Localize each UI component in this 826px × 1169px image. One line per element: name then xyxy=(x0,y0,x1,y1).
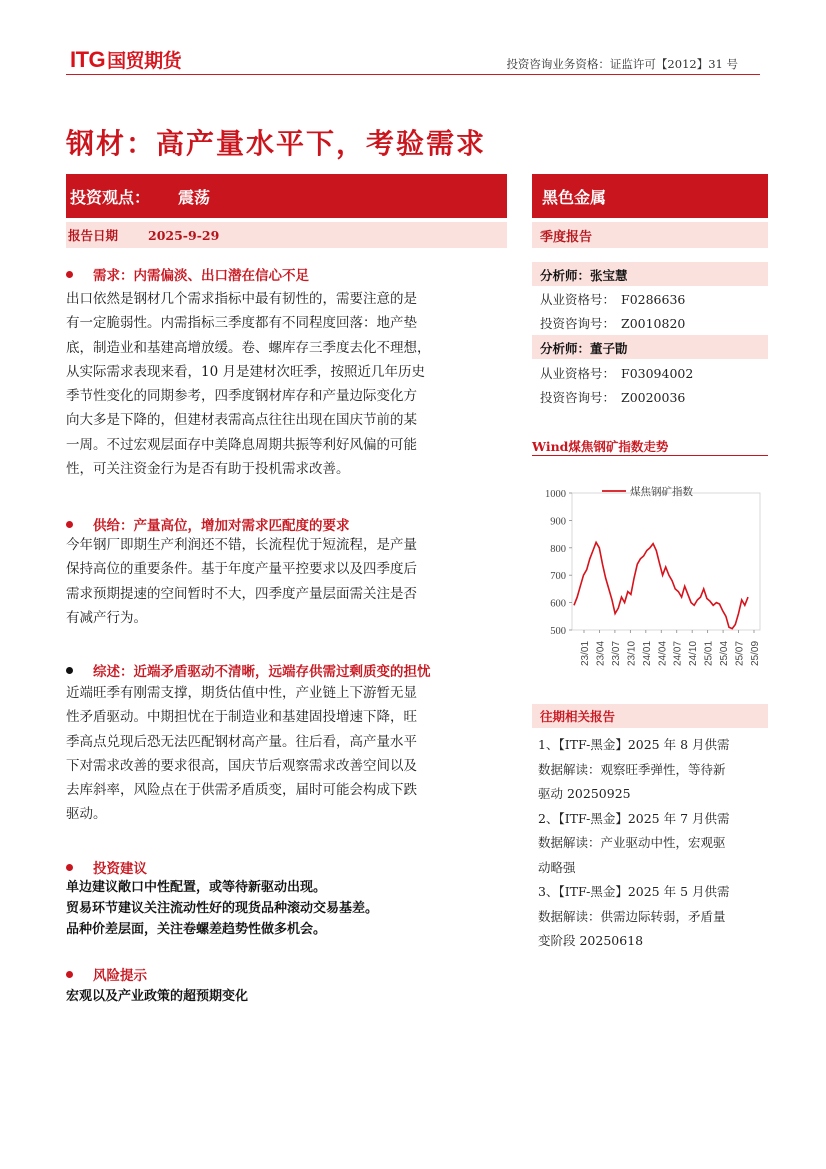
x-tick-label: 24/07 xyxy=(672,640,684,666)
x-tick-label: 25/04 xyxy=(719,640,731,666)
chart-frame xyxy=(572,493,760,630)
text-line: 一周。不过宏观层面存中美降息周期共振等利好风偏的可能 xyxy=(66,436,417,453)
logo-cn: 国贸期货 xyxy=(107,51,182,72)
x-tick-label: 23/10 xyxy=(626,640,638,666)
consult-label: 投资咨询号： xyxy=(540,316,616,331)
related-line: 3、【ITF-黑金】2025 年 5 月供需 xyxy=(538,884,730,899)
view-label: 投资观点： xyxy=(70,187,151,207)
advice-line: 贸易环节建议关注流动性好的现货品种滚动交易基差。 xyxy=(66,901,379,916)
sector-label: 黑色金属 xyxy=(542,187,607,207)
logo-en: ITG xyxy=(70,47,106,72)
section-demand-heading xyxy=(66,264,309,284)
y-tick-label: 500 xyxy=(550,626,566,637)
x-tick-label: 24/10 xyxy=(688,640,700,666)
y-tick-label: 700 xyxy=(550,571,566,583)
report-date-bar xyxy=(66,222,507,248)
text-line: 去库斜率，风险点在于供需矛盾质变，届时可能会构成下跌 xyxy=(66,782,417,799)
index-chart xyxy=(532,475,768,675)
section-demand-body xyxy=(66,287,506,481)
related-line: 数据解读：产业驱动中性，宏观驱 xyxy=(538,835,726,850)
related-line: 变阶段 20250618 xyxy=(538,933,644,948)
text-line: 有一定脆弱性。内需指标三季度都有不同程度回落：地产垫 xyxy=(66,315,417,332)
report-type-label: 季度报告 xyxy=(540,229,593,245)
y-tick-label: 800 xyxy=(550,543,566,555)
text-line: 向大多是下降的，但建材表需高点往往出现在国庆节前的某 xyxy=(66,412,417,429)
view-value: 震荡 xyxy=(178,187,211,207)
legend-label: 煤焦钢矿指数 xyxy=(630,486,693,498)
company-logo xyxy=(70,46,181,73)
y-tick-label: 900 xyxy=(550,516,566,528)
advice-line: 单边建议敞口中性配置，或等待新驱动出现。 xyxy=(66,880,327,895)
text-line: 保持高位的重要条件。基于年度产量平控要求以及四季度后 xyxy=(66,561,417,578)
series-line xyxy=(574,542,748,628)
bullet-icon xyxy=(66,971,73,978)
header-divider xyxy=(66,74,760,75)
related-line: 数据解读：观察旺季弹性，等待新 xyxy=(538,761,726,777)
bullet-icon xyxy=(66,271,73,278)
qual-value: F0286636 xyxy=(621,292,686,307)
x-tick-label: 25/07 xyxy=(734,640,746,666)
y-tick-label: 1000 xyxy=(545,489,566,500)
analyst-2-title: 分析师：董子勖 xyxy=(540,341,628,356)
related-line: 2、【ITF-黑金】2025 年 7 月供需 xyxy=(538,810,730,826)
related-line: 动略强 xyxy=(538,859,576,875)
analyst-2-consult xyxy=(540,388,685,406)
report-date-value: 2025-9-29 xyxy=(148,227,220,243)
text-line: 从实际需求表现来看，10 月是建材次旺季，按照近几年历史 xyxy=(66,363,425,380)
section-heading-text: 供给：产量高位，增加对需求匹配度的要求 xyxy=(93,518,350,534)
section-heading-text: 需求：内需偏淡、出口潜在信心不足 xyxy=(93,268,309,284)
chart-title: Wind煤焦钢矿指数走势 xyxy=(532,439,669,454)
text-line: 出口依然是钢材几个需求指标中最有韧性的，需要注意的是 xyxy=(66,291,417,307)
advice-heading xyxy=(66,857,147,877)
text-line: 下对需求改善的要求很高，国庆节后观察需求改善空间以及 xyxy=(66,757,417,774)
text-line: 性，可关注资金行为是否有助于投机需求改善。 xyxy=(66,461,350,478)
risk-heading-text: 风险提示 xyxy=(93,968,147,984)
related-list xyxy=(538,733,774,954)
section-summary-body xyxy=(66,681,506,827)
chart-svg xyxy=(532,475,768,675)
section-heading-text: 综述：近端矛盾驱动不清晰，远端存供需过剩质变的担忧 xyxy=(93,664,431,680)
text-line: 季高点兑现后恐无法匹配钢材高产量。往后看，高产量水平 xyxy=(66,733,417,750)
x-tick-label: 25/01 xyxy=(703,640,715,666)
risk-line: 宏观以及产业政策的超预期变化 xyxy=(66,989,249,1004)
related-item[interactable] xyxy=(538,807,774,881)
report-type-bar xyxy=(532,222,768,248)
view-bar xyxy=(66,174,507,218)
analyst-1-consult xyxy=(540,314,685,332)
x-tick-label: 23/07 xyxy=(610,640,622,666)
sector-bar xyxy=(532,174,768,218)
related-item[interactable] xyxy=(538,733,774,807)
text-line: 需求预期提速的空间暂时不大，四季度产量层面需关注是否 xyxy=(66,585,417,602)
bullet-icon xyxy=(66,864,73,871)
x-tick-label: 23/04 xyxy=(595,640,607,666)
text-line: 季节性变化的同期参考，四季度钢材库存和产量边际变化方 xyxy=(66,388,417,405)
consult-label: 投资咨询号： xyxy=(540,390,616,405)
license-text: 投资咨询业务资格：证监许可【2012】31 号 xyxy=(506,57,738,71)
bullet-icon xyxy=(66,521,73,528)
section-supply-body xyxy=(66,533,506,630)
related-line: 数据解读：供需边际转弱，矛盾量 xyxy=(538,908,726,924)
qual-label: 从业资格号： xyxy=(540,366,616,381)
analyst-2-qual xyxy=(540,364,693,382)
advice-line: 品种价差层面，关注卷螺差趋势性做多机会。 xyxy=(66,922,327,937)
risk-heading xyxy=(66,964,147,984)
text-line: 有减产行为。 xyxy=(66,609,147,626)
analyst-1-qual xyxy=(540,290,685,308)
text-line: 性矛盾驱动。中期担忧在于制造业和基建固投增速下降，旺 xyxy=(66,709,417,726)
x-tick-label: 25/09 xyxy=(750,640,761,666)
advice-heading-text: 投资建议 xyxy=(93,861,147,877)
text-line: 近端旺季有刚需支撑，期货估值中性，产业链上下游暂无显 xyxy=(66,685,417,701)
x-tick-label: 24/01 xyxy=(641,640,653,666)
section-summary-heading xyxy=(66,660,431,680)
bullet-icon xyxy=(66,667,73,674)
consult-value: Z0010820 xyxy=(621,316,686,331)
y-tick-label: 600 xyxy=(550,598,566,610)
chart-title-divider xyxy=(532,455,768,456)
x-tick-label: 24/04 xyxy=(657,640,669,666)
report-date-label: 报告日期 xyxy=(68,228,119,243)
text-line: 今年钢厂即期生产利润还不错，长流程优于短流程，是产量 xyxy=(66,537,417,553)
text-line: 底，制造业和基建高增放缓。卷、螺库存三季度去化不理想， xyxy=(66,339,431,356)
analyst-1-title: 分析师：张宝慧 xyxy=(540,268,628,283)
text-line: 驱动。 xyxy=(66,806,107,823)
x-tick-label: 23/01 xyxy=(580,640,591,666)
qual-value: F03094002 xyxy=(621,366,694,381)
related-item[interactable] xyxy=(538,880,774,954)
consult-value: Z0020036 xyxy=(621,390,686,405)
report-title: 钢材：高产量水平下，考验需求 xyxy=(66,127,487,160)
advice-body xyxy=(66,877,378,940)
qual-label: 从业资格号： xyxy=(540,292,616,307)
related-line: 1、【ITF-黑金】2025 年 8 月供需 xyxy=(538,737,730,752)
related-line: 驱动 20250925 xyxy=(538,786,631,801)
related-title: 往期相关报告 xyxy=(532,704,768,728)
section-supply-heading xyxy=(66,514,350,534)
